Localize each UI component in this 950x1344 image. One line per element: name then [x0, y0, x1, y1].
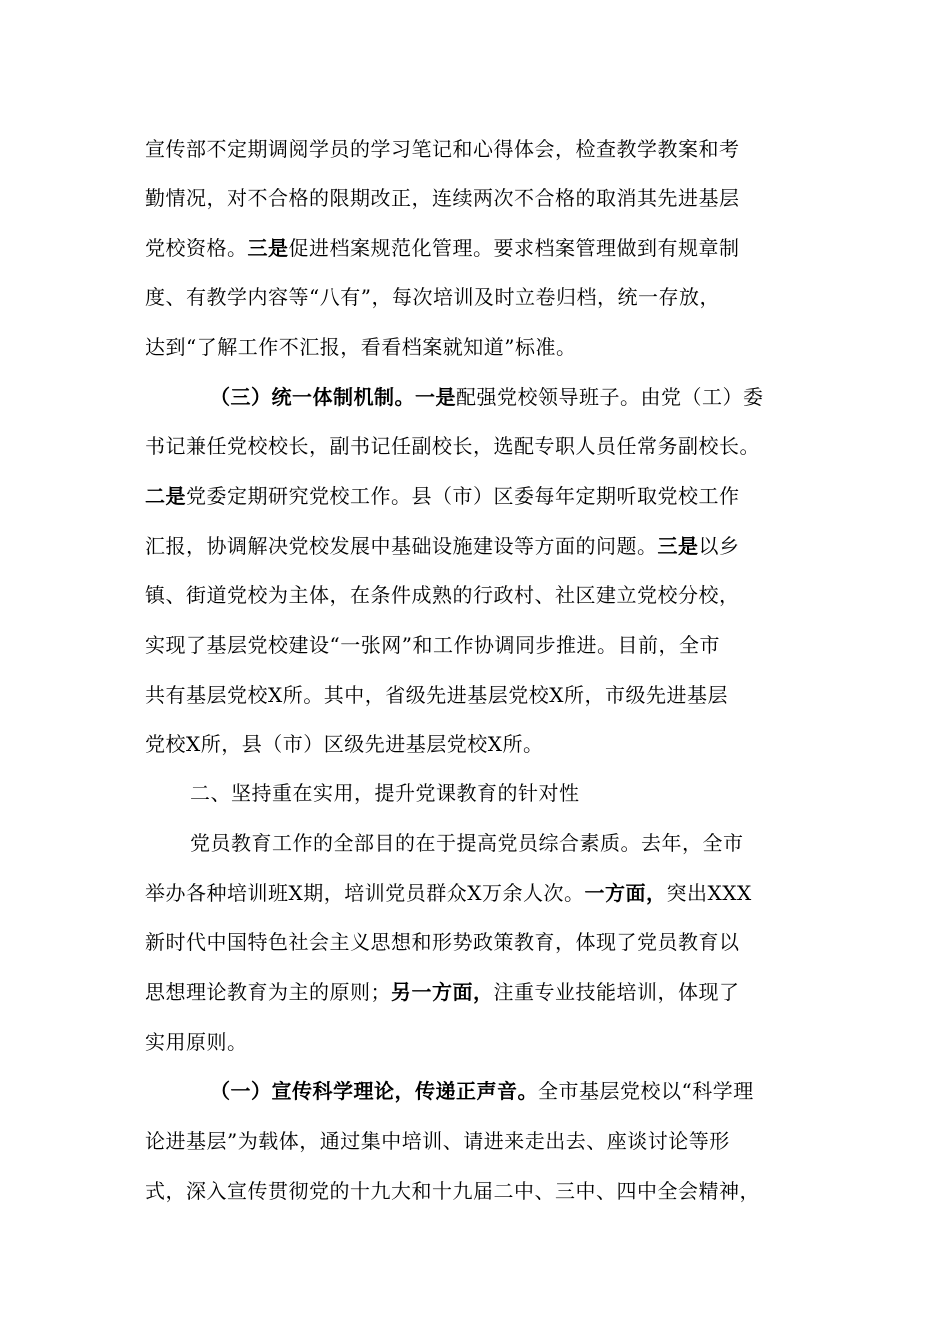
text-run: 党校资格。 — [145, 236, 248, 260]
text-run: 实现了基层党校建设“一张网”和工作协调同步推进。目前，全市 — [145, 633, 720, 657]
text-run: 汇报，协调解决党校发展中基础设施建设等方面的问题。 — [145, 534, 658, 558]
text-run: 宣传部不定期调阅学员的学习笔记和心得体会，检查教学教案和考 — [145, 137, 740, 161]
text-line — [145, 680, 835, 710]
text-line — [145, 282, 835, 312]
text-line — [145, 1176, 835, 1206]
text-line — [145, 531, 835, 561]
text-run: 度、有教学内容等“八有”，每次培训及时立卷归档，统一存放， — [145, 285, 720, 309]
text-run: 举办各种培训班X期，培训党员群众X万余人次。 — [145, 881, 585, 905]
text-line — [145, 1027, 835, 1057]
text-run: 达到“了解工作不汇报，看看档案就知道”标准。 — [145, 335, 577, 359]
bold-text: 一是 — [415, 385, 456, 409]
text-run: 全市基层党校以“科学理 — [538, 1079, 754, 1103]
text-line — [145, 1126, 835, 1156]
text-line — [145, 977, 835, 1007]
text-line — [210, 1076, 835, 1106]
text-run: 注重专业技能培训，体现了 — [493, 980, 740, 1004]
text-line — [190, 828, 835, 858]
text-run: 思想理论教育为主的原则； — [145, 980, 391, 1004]
text-line — [145, 183, 835, 213]
text-run: 以乡 — [698, 534, 740, 558]
bold-text: 一方面， — [584, 881, 667, 905]
text-line — [145, 332, 835, 362]
text-run: 党员教育工作的全部目的在于提高党员综合素质。去年，全市 — [190, 831, 744, 855]
text-line — [145, 729, 835, 759]
bold-text: 另一方面， — [391, 980, 494, 1004]
text-run: 式，深入宣传贯彻党的十九大和十九届二中、三中、四中全会精神， — [145, 1179, 760, 1203]
text-line — [145, 630, 835, 660]
text-run: 党校X所，县（市）区级先进基层党校X所。 — [145, 732, 544, 756]
text-run: 新时代中国特色社会主义思想和形势政策教育，体现了党员教育以 — [145, 930, 740, 954]
text-run: 配强党校领导班子。由党（工）委 — [456, 385, 764, 409]
text-line — [145, 233, 835, 263]
text-run: 共有基层党校X所。其中，省级先进基层党校X所，市级先进基层 — [145, 683, 728, 707]
text-line — [145, 878, 835, 908]
bold-text: （一）宣传科学理论，传递正声音。 — [210, 1079, 538, 1103]
text-line — [190, 778, 835, 808]
text-run: 镇、街道党校为主体，在条件成熟的行政村、社区建立党校分校， — [145, 583, 740, 607]
text-line — [210, 382, 835, 412]
bold-text: 三是 — [247, 236, 289, 260]
text-run: 论进基层”为载体，通过集中培训、请进来走出去、座谈讨论等形 — [145, 1129, 730, 1153]
text-run: 实用原则。 — [145, 1030, 248, 1054]
text-line — [145, 431, 835, 461]
text-line — [145, 927, 835, 957]
text-run: 突出XXX — [666, 881, 752, 905]
text-run: 党委定期研究党校工作。县（市）区委每年定期听取党校工作 — [186, 484, 740, 508]
bold-text: 三是 — [657, 534, 699, 558]
text-line — [145, 481, 835, 511]
text-line — [145, 134, 835, 164]
text-run: 促进档案规范化管理。要求档案管理做到有规章制 — [288, 236, 740, 260]
text-run: 勤情况，对不合格的限期改正，连续两次不合格的取消其先进基层 — [145, 186, 740, 210]
text-run: 二、坚持重在实用，提升党课教育的针对性 — [190, 781, 580, 805]
text-line — [145, 580, 835, 610]
text-run: 书记兼任党校校长，副书记任副校长，选配专职人员任常务副校长。 — [145, 434, 760, 458]
bold-text: （三）统一体制机制。 — [210, 385, 415, 409]
bold-text: 二是 — [145, 484, 186, 508]
